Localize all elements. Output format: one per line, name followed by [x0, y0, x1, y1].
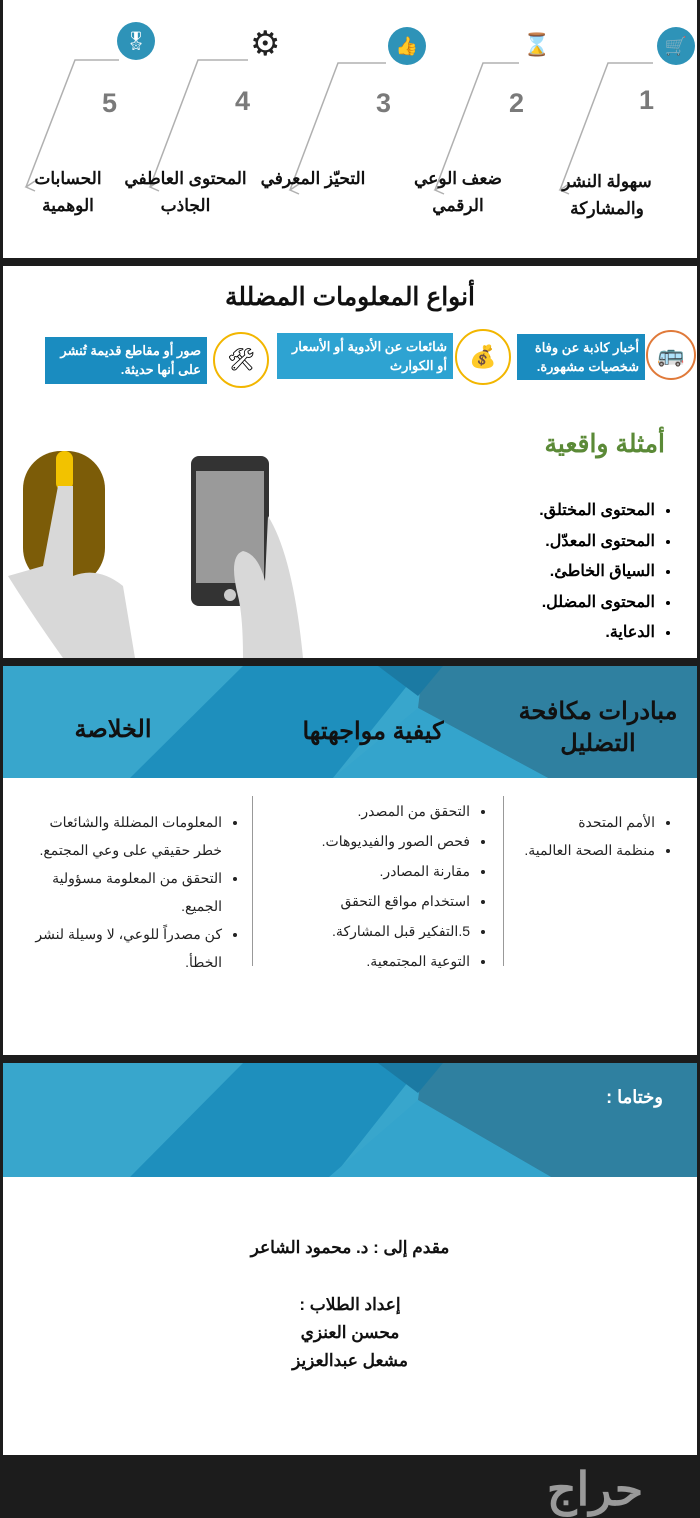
summary-list [22, 808, 242, 976]
step-label: المحتوى العاطفي الجاذب [124, 169, 247, 215]
header-initiatives: مبادرات مكافحة التضليل [518, 698, 678, 757]
list-item: • المحتوى المعدّل. [425, 527, 655, 558]
type-box: شائعات عن الأدوية أو الأسعار أو الكوارث [277, 333, 453, 379]
list-item: • منظمة الصحة العالمية. [495, 836, 655, 864]
list-item: • المعلومات المضللة والشائعات خطر حقيقي على وعي المجتمع. [22, 808, 222, 864]
slide-countering [3, 666, 697, 1055]
list-item: • مقارنة المصادر. [270, 856, 470, 886]
tools-icon: 🛠 [213, 332, 269, 388]
step-label: ضعف الوعي الرقمي [414, 169, 502, 215]
closing-title: وختاما : [606, 1087, 663, 1107]
list-item: • التحقق من المعلومة مسؤولية الجميع. [22, 864, 222, 920]
hourglass-icon: ⌛ [523, 32, 551, 57]
devices-illustration [3, 446, 313, 658]
list-item: • الدعاية. [425, 618, 655, 649]
step-number: 4 [235, 86, 251, 116]
list-item: • 5.التفكير قبل المشاركة. [270, 916, 470, 946]
presented-to: مقدم إلى : د. محمود الشاعر [250, 1238, 450, 1257]
type-box: أخبار كاذبة عن وفاة شخصيات مشهورة. [517, 334, 645, 380]
header-band [3, 1063, 697, 1177]
step-label: الحسابات الوهمية [34, 169, 102, 215]
list-item: • التحقق من المصدر. [270, 796, 470, 826]
list-item: • استخدام مواقع التحقق [270, 886, 470, 916]
list-item: • فحص الصور والفيديوهات. [270, 826, 470, 856]
watermark-logo: حراج [546, 1463, 644, 1515]
list-item: • الأمم المتحدة [495, 808, 655, 836]
slide-misinfo-types [3, 266, 697, 658]
header-summary: الخلاصة [74, 716, 152, 743]
student-name: محسن العنزي [300, 1323, 400, 1342]
thumbs-up-icon: 👍 [388, 27, 426, 65]
student-name: مشعل عبدالعزيز [292, 1351, 408, 1370]
how-list [270, 796, 490, 976]
gear-icon: ⚙ [250, 25, 281, 63]
money-bag-icon: 💰 [455, 329, 511, 385]
column-divider [252, 796, 253, 966]
cart-icon: 🛒 [657, 27, 695, 65]
step-label: التحيّز المعرفي [260, 169, 366, 188]
step-number: 1 [639, 85, 655, 115]
list-item: • كن مصدراً للوعي، لا وسيلة لنشر الخطأ. [22, 920, 222, 976]
prepared-by: إعداد الطلاب : [299, 1295, 401, 1314]
medal-icon: 🎖 [117, 22, 155, 60]
list-item: • التوعية المجتمعية. [270, 946, 470, 976]
step-number: 3 [376, 88, 392, 118]
examples-title: أمثلة واقعية [544, 430, 665, 458]
list-item: • المحتوى المضلل. [425, 588, 655, 619]
header-how: كيفية مواجهتها [302, 718, 444, 745]
type-box: صور أو مقاطع قديمة تُنشر على أنها حديثة. [45, 337, 207, 384]
step-number: 5 [102, 88, 118, 118]
list-item: • السياق الخاطئ. [425, 557, 655, 588]
slide-closing [3, 1063, 697, 1455]
slide-title: أنواع المعلومات المضللة [224, 283, 476, 311]
celebrity-icon: 🚌 [646, 330, 696, 380]
step-label: سهولة النشر والمشاركة [562, 172, 652, 218]
examples-list [425, 496, 675, 649]
step-number: 2 [509, 88, 525, 118]
slide-causes [3, 0, 697, 258]
initiatives-list [495, 808, 675, 864]
list-item: • المحتوى المختلق. [425, 496, 655, 527]
